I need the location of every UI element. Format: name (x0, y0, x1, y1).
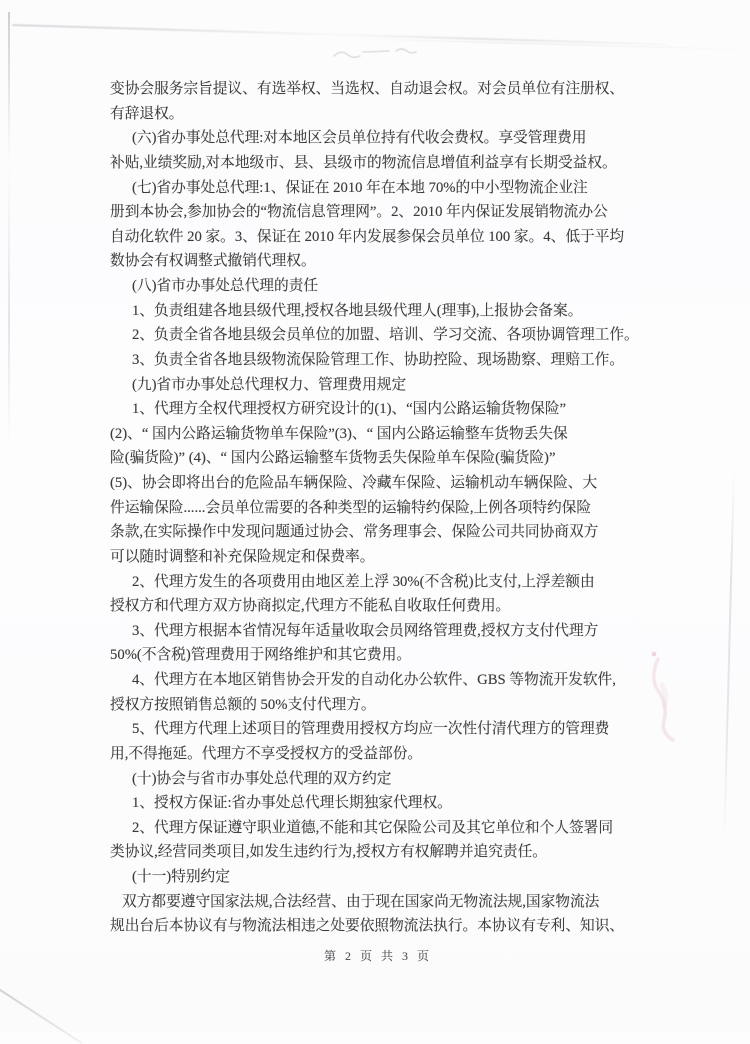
text-line: 变协会服务宗旨提议、有选举权、当选权、自动退会权。对会员单位有注册权、 (110, 81, 625, 97)
text-line: 规出台后本协议有与物流法相违之处要依照物流法执行。本协议有专利、知识、 (110, 918, 625, 935)
list-item-line: 5、代理方代理上述项目的管理费用授权方均应一次性付清代理方的管理费 (132, 721, 610, 738)
text-line: 数协会有权调整式撤销代理权。 (110, 253, 316, 270)
scan-crease-right (723, 468, 734, 840)
text-line: 双方都要遵守国家法规,合法经营、由于现在国家尚无物流法规,国家物流法 (122, 893, 600, 910)
list-item-line: 3、负责全省各地县级物流保险管理工作、协助控险、现场勘察、理赔工作。 (132, 351, 625, 368)
pencil-ghost-mark (330, 41, 440, 65)
list-item-line: 1、代理方全权代理授权方研究设计的(1)、“国内公路运输货物保险” (132, 401, 567, 418)
section-heading-line: (七)省办事处总代理:1、保证在 2010 年在本地 70%的中小型物流企业注 (132, 179, 588, 196)
list-item-line: 1、负责组建各地县级代理,授权各地县级代理人(理事),上报协会备案。 (132, 302, 583, 319)
section-heading-line: (六)省办事处总代理:对本地区会员单位持有代收会费权。享受管理费用 (132, 130, 587, 147)
text-line: 授权方按照销售总额的 50%支付代理方。 (110, 696, 376, 713)
section-heading-line: (八)省市办事处总代理的责任 (132, 278, 319, 294)
list-item-line: 1、授权方保证:省办事处总代理长期独家代理权。 (132, 795, 452, 812)
text-line: 授权方和代理方双方协商拟定,代理方不能私自收取任何费用。 (110, 598, 511, 615)
text-line: 有辞退权。 (110, 105, 184, 122)
text-line: 类协议,经营同类项目,如发生违约行为,授权方有权解聘并追究责任。 (110, 844, 547, 861)
list-item-line: 2、负责全省各地县级会员单位的加盟、培训、学习交流、各项协调管理工作。 (132, 327, 639, 344)
list-item-line: 2、代理方保证遵守职业道德,不能和其它保险公司及其它单位和个人签署同 (132, 819, 614, 836)
section-heading-line: (九)省市办事处总代理权力、管理费用规定 (132, 376, 407, 393)
text-line: 册到本协会,参加协会的“物流信息管理网”。2、2010 年内保证发展销物流办公 (110, 204, 608, 221)
scan-crease-bottom-left (0, 985, 82, 1044)
text-line: 50%(不含税)管理费用于网络维护和其它费用。 (110, 647, 412, 664)
list-item-line: 3、代理方根据本省情况每年适量收取会员网络管理费,授权方支付代理方 (132, 622, 599, 639)
text-line: 件运输保险......会员单位需要的各种类型的运输特约保险,上例各项特约保险 (110, 499, 592, 516)
document-text-column (110, 77, 646, 939)
text-line: 补贴,业绩奖励,对本地级市、县、县级市的物流信息增值利益享有长期受益权。 (110, 154, 617, 171)
section-heading-line: (十)协会与省市办事处总代理的双方约定 (132, 770, 392, 787)
section-heading-line: (十一)特别约定 (132, 869, 230, 885)
text-line: 自动化软件 20 家。3、保证在 2010 年内发展参保会员单位 100 家。4、低于平均 (110, 228, 625, 245)
text-line: (2)、“ 国内公路运输货物单车保险”(3)、“ 国内公路运输整车货物丢失保 (110, 425, 568, 442)
text-line: 险(骗货险)” (4)、“ 国内公路运输整车货物丢失保险单车保险(骗货险)” (110, 450, 556, 467)
scan-edge-left (8, 12, 10, 442)
text-line: 条款,在实际操作中发现问题通过协会、常务理事会、保险公司共同协商双方 (110, 524, 599, 541)
text-line: (5)、协会即将出台的危险品车辆保险、冷藏车保险、运输机动车辆保险、大 (110, 475, 598, 491)
text-line: 用,不得拖延。代理方不享受授权方的受益部份。 (110, 745, 423, 762)
list-item-line: 2、代理方发生的各项费用由地区差上浮 30%(不含税)比支付,上浮差额由 (132, 573, 595, 590)
page-number: 第 2 页 共 3 页 (323, 949, 432, 963)
text-line: 可以随时调整和补充保险规定和保费率。 (110, 548, 375, 565)
list-item-line: 4、代理方在本地区销售协会开发的自动化办公软件、GBS 等物流开发软件, (132, 672, 616, 688)
